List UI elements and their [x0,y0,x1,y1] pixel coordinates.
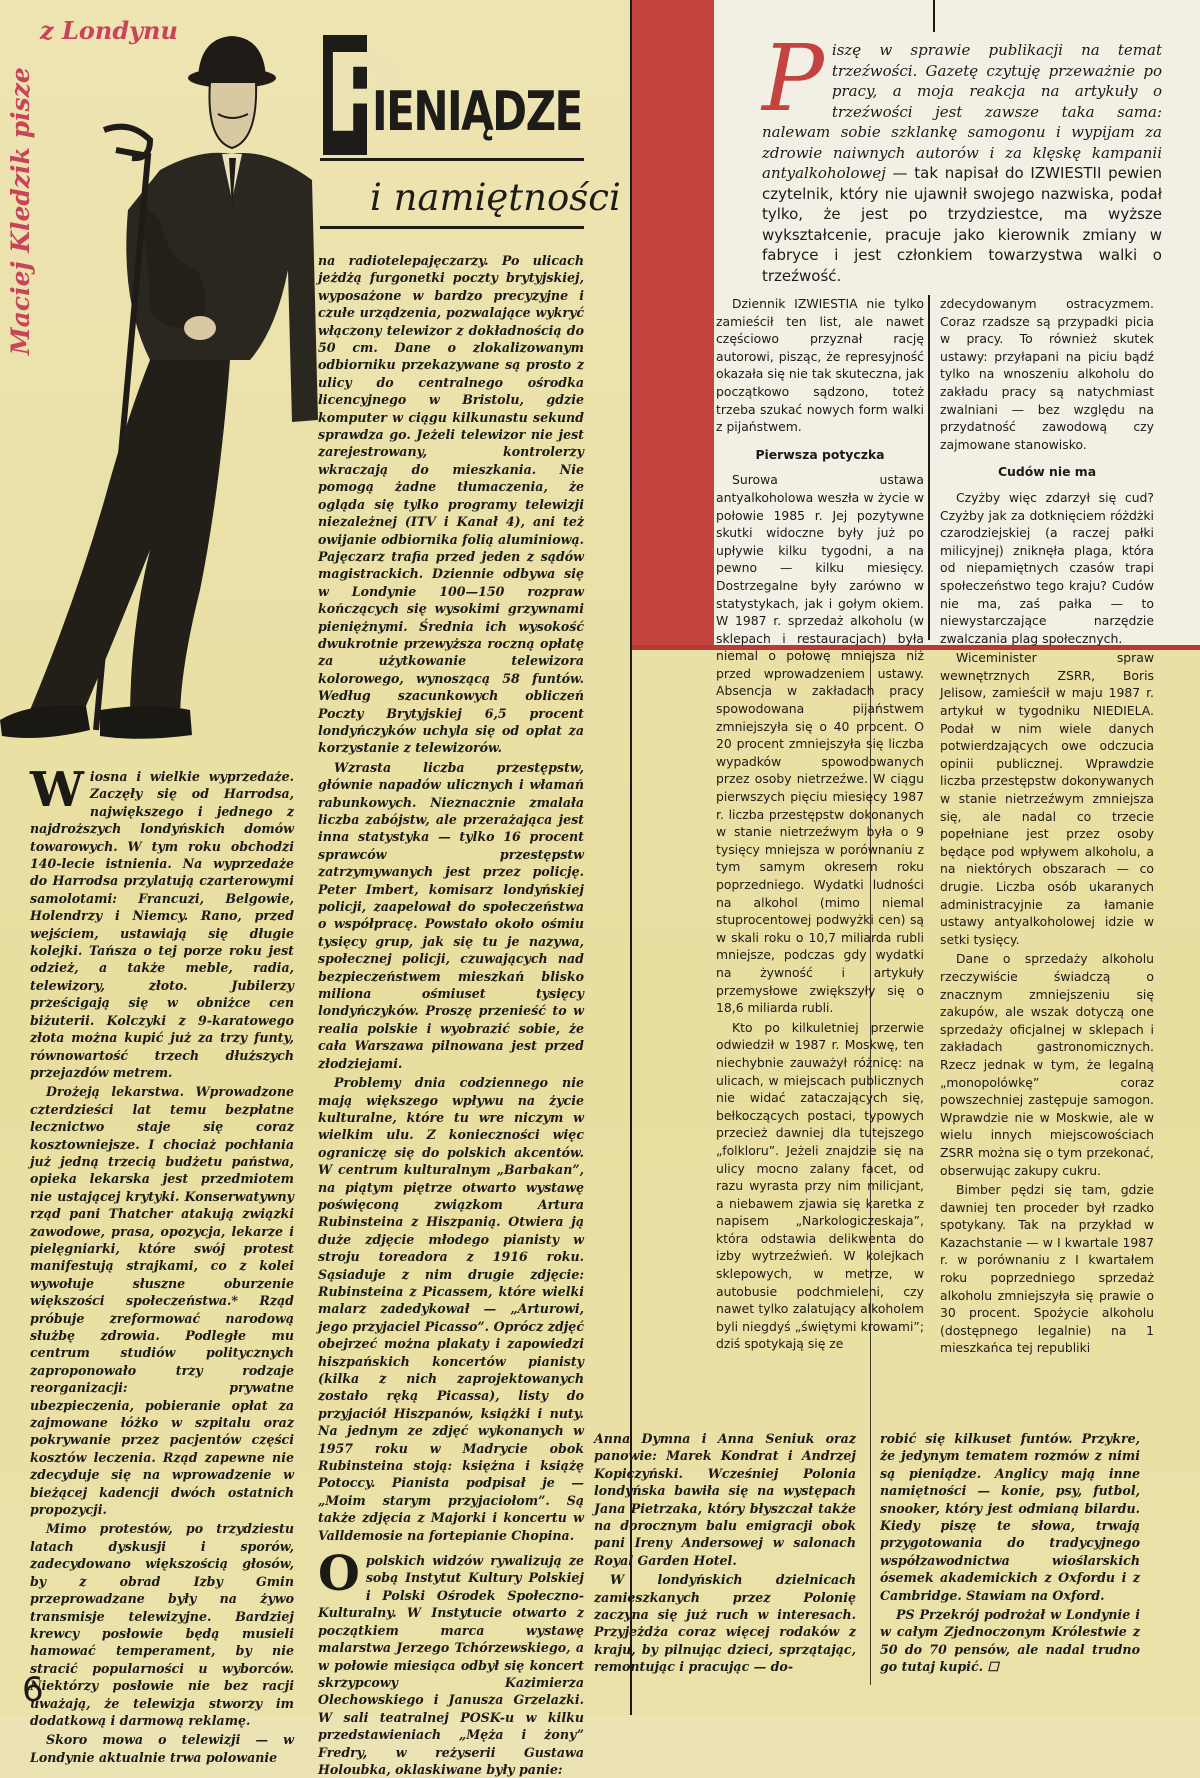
paragraph: Drożeją lekarstwa. Wprowadzone czterdzieści lat temu bezpłatne lecznictwo staje się coraz kosztowniejsze. I chociaż pochłania już jedną trzecią budżetu państwa, opieka lekarska jest przedmiotem nie ustającej krytyki. Konserwatywny rząd pani Thatcher atakują związki zawodowe, prasa, opozycja, lekarze i pielęgniarki, które swój protest manifestują strajkami, co z kolei wywołuje słuszne oburzenie większości społeczeństwa.* Rząd próbuje zreformować narodową służbę zdrowia. Podległe mu centrum studiów politycznych zaproponowało trzy rodzaje reorganizacji: prywatne ubezpieczenia, pobieranie opłat za zajmowane łóżko w szpitalu oraz pokrywanie przez pacjentów części kosztów leczenia. Rząd zapewne nie zdecyduje się na wprowadzenie w bieżącej kadencji dwóch ostatnich propozycji. [30,1084,294,1518]
paragraph: Bimber pędzi się tam, gdzie dawniej ten proceder był rzadko spotykany. Tak na przykład w Kazachstanie — w I kwartale 1987 r. w porównaniu z I kwartałem roku poprzedniego sprzedaż alkoholu zmniejszyła się prawie o 30 procent. Spożycie alkoholu (dostępnego legalnie) na 1 mieszkańca tej republiki [940,1182,1154,1356]
title-underline [320,158,584,161]
title-initial: P [323,32,403,157]
column-a [30,762,294,1766]
paragraph: na radiotelepajęczarzy. Po ulicach jeżdżą furgonetki poczty brytyjskiej, wyposażone w bardzo precyzyjne i czułe urządzenia, pozwalające wykryć włączony telewizor z dokładnością do 50 cm. Dane o zlokalizowanym odbiorniku przekazywane są prosto z ulicy do centralnego ośrodka licencyjnego w Bristolu, gdzie komputer w ciągu kilkunastu sekund sprawdza go. Jeżeli telewizor nie jest zarejestrowany, kontrolerzy wkraczają do mieszkania. Nie pomogą żadne tłumaczenia, że ogląda się tylko programy telewizji niezależnej (ITV i Kanał 4), ani też owijanie odbiornika folią aluminiową. Pajęczarz trafia przed jeden z sądów magistrackich. Dziennie odbywa się w Londynie 100—150 rozpraw kończących się wysokimi grzywnami pieniężnymi. Średnia ich wysokość dwukrotnie przewyższa roczną opłatę za użytkowanie telewizora kolorowego, wynoszącą 58 funtów. Według szacunkowych obliczeń Poczty Brytyjskiej 6,5 procent londyńczyków uchyla się od opłat za korzystanie z telewizorów. [318,253,584,756]
paragraph: polskich widzów rywalizują ze sobą Instytut Kultury Polskiej i Polski Ośrodek Społeczno-Kulturalny. W Instytucie otwarto z początkiem marca wystawę malarstwa Jerzego Tchórzewskiego, a w połowie miesiąca odbył się koncert skrzypcowy Kazimierza Olechowskiego i Janusza Grzelazki. W sali teatralnej POSK-u w kilku przedstawieniach „Męża i żony” Fredry, w reżyserii Gustawa Holoubka, oklaskiwane były panie: [318,1553,584,1777]
paragraph: Anna Dymna i Anna Seniuk oraz panowie: Marek Kondrat i Andrzej Kopiczyński. Wcześniej Polonia londyńska bawiła się na występach Jana Pietrzaka, który błyszczał także na dorocznym balu emigracji obok pani Ireny Andersowej w salonach Royal Garden Hotel. [594,1431,856,1568]
paragraph: iosna i wielkie wyprzedaże. Zaczęły się od Harrodsa, największego i jednego z najdroższych londyńskich domów towarowych. W tym roku obchodzi 140-lecie istnienia. Na wyprzedaże do Harrodsa przylatują czarterowymi samolotami: Francuzi, Belgowie, Holendrzy i Niemcy. Rano, przed wejściem, ustawiają się długie kolejki. Tańsza o tej porze roku jest odzież, a także meble, radia, telewizory, złoto. Jubilerzy prześcigają się w obniżce cen biżuterii. Kolczyki z 9-karatowego złota można kupić już za trzy funty, równowartość trzech dłuższych przejazdów metrem. [30,769,294,1080]
drop-cap: W [30,762,84,818]
paragraph: Czyżby więc zdarzył się cud? Czyżby jak za dotknięciem różdżki czarodziejskiej (a raczej pałki milicyjnej) zniknęła plaga, która od niepamiętnych czasów trapi społeczeństwo tego kraju? Cudów nie ma, zaś pałka — to niewystarczające narzędzie zwalczania plag społecznych. [940,489,1154,646]
end-mark: ☐ [987,1659,999,1675]
article-title: IENIĄDZE [372,80,582,143]
drop-cap: P [762,25,824,132]
subheading: Cudów nie ma [997,464,1097,480]
paragraph: W londyńskich dzielnicach zamieszkanych przez Polonię zaczyna się już ruch w interesach. Przyjeżdża coraz więcej rodaków z kraju, by pilnując dzieci, sprzątając, remontując i pracując — do- [594,1572,856,1675]
red-side-band [632,0,714,645]
column-b [318,252,584,1778]
paragraph: Wzrasta liczba przestępstw, głównie napadów ulicznych i włamań rabunkowych. Nieznacznie zmalała liczba zabójstw, ale przerażająca jest inna statystyka — tylko 16 procent sprawców przestępstw zatrzymywanych jest przez policję. Peter Imbert, komisarz londyńskiej policji, zaapelował do społeczeństwa o współpracę. Powstało około ośmiu tysięcy grup, jak się tu je nazywa, społecznej policji, czuwających nad bezpieczeństwem mieszkań blisko miliona ośmiuset tysięcy londyńczyków. Proszę przenieść to w realia polskie i wyobrazić sobie, że cała Warszawa pilnowana jest przed złodziejami. [318,759,584,1071]
subtitle-underline [320,226,584,229]
paragraph: Skoro mowa o telewizji — w Londynie aktualnie trwa polowanie [30,1732,294,1765]
lead-plain: — tak napisał do IZWIESTII pewien czytelnik, który nie ujawnił swojego nazwiska, podał tylko, że jest po trzydziestce, ma wyższe wykształcenie, pracuje jako kierownik zmiany w fabryce i jest członkiem towarzystwa walki o trzeźwość. [762,164,1162,285]
top-tick-rule [933,0,935,32]
subheading: Pierwsza potyczka [755,446,885,462]
paragraph: Kto po kilkuletniej przerwie odwiedził w 1987 r. Moskwę, ten niechybnie zauważył różnicę: na ulicach, w miejscach publicznych nie widać zataczających się, bełkoczących postaci, typowych przecież dawniej dla tutejszego „folkloru”. Jeżeli znajdzie się na ulicy mocno zalany facet, od razu wyrasta przy nim milicjant, a niebawem zjawia się karetka z napisem „Narkologiczeskaja”, która odstawia delikwenta do izby wytrzeźwień. W kolejkach sklepowych, w metrze, w autobusie podchmieleni, czy nawet tylko zalatujący alkoholem byli niegdyś „świętymi krowami”; dziś spotykają się ze [716,1019,924,1352]
series-label: z Londynu [40,16,178,45]
paragraph: PS Przekrój podrożał w Londynie i w całym Zjednoczonym Królestwie z 50 do 70 pensów, ale nadal trudno go tutaj kupić. [880,1607,1140,1675]
paragraph: zdecydowanym ostracyzmem. Coraz rzadsze są przypadki picia w pracy. To również skutek ustawy: przyłapani na piciu bądź tylko na wnoszeniu alkoholu do zakładu pracy są natychmiast zwalniani — bez względu na przydatność zawodową czy zajmowane stanowisko. [940,296,1154,452]
column-d [880,1430,1140,1676]
paragraph: Surowa ustawa antyalkoholowa weszła w życie w połowie 1985 r. Jej pozytywne skutki widoczne były już po upływie kilku tygodni, a na pewno — kilku miesięcy. Dostrzegalne były zarówno w statystykach, jak i gołym okiem. W 1987 r. sprzedaż alkoholu (w sklepach i restauracjach) była niemal o połowę mniejsza niż przed wprowadzeniem ustawy. Absencja w zakładach pracy spowodowana pijaństwem zmniejszyła się o 40 procent. O 20 procent zmniejszyła się liczba wypadków spowodowanych przez osoby nietrzeźwe. W ciągu pierwszych pięciu miesięcy 1987 r. liczba przestępstw dokonanych w stanie nietrzeźwym była o 9 tysięcy mniejsza w porównaniu z tym samym okresem roku poprzedniego. Wydatki ludności na alkohol (mimo niemal stuprocentowej podwyżki cen) są w skali roku o 10,7 miliarda rubli mniejsze, podczas gdy wydatki na żywność i artykuły przemysłowe zwiększyły się o 18,6 miliarda rubli. [716,472,924,1016]
paragraph: Wiceminister spraw wewnętrznych ZSRR, Boris Jelisow, zamieścił w maju 1987 r. artykuł w tygodniku NIEDIELA. Podał w nim wiele danych potwierdzających owe odczucia opinii publicznej. Wprawdzie liczba przestępstw dokonywanych w stanie nietrzeźwym zmniejsza się, ale nadal co trzecie popełniane jest przez osoby będące pod wpływem alkoholu, a na niektórych obszarach — co drugie. Liczba osób ukaranych administracyjnie za łamanie ustawy antyalkoholowej idzie w setki tysięcy. [940,650,1154,947]
drop-cap: O [318,1546,360,1603]
author-byline: Maciej Kledzik pisze [6,67,35,355]
paragraph: Dziennik IZWIESTIA nie tylko zamieścił ten list, ale nawet częściowo przyznał rację autorowi, pisząc, że represyjność okazała się nie tak skuteczna, jak początkowo sądzono, toteż trzeba szukać nowych form walki z pijaństwem. [716,296,924,435]
paragraph: Dane o sprzedaży alkoholu rzeczywiście świadczą o znacznym zmniejszeniu się zakupów, ale wszak dotyczą one sprzedaży oficjalnej w sklepach i zakładach gastronomicznych. Rzecz jednak w tym, że legalną „monopolówkę” coraz powszechniej zastępuje samogon. Wprawdzie nie w Moskwie, ale w wielu innych miejscowościach ZSRR można się o tym przekonać, obserwując zakupy cukru. [940,951,1154,1178]
paragraph: Problemy dnia codziennego nie mają większego wpływu na życie kulturalne, które tu wre niczym w wielkim ulu. Z konieczności więc ograniczę się do polskich akcentów. W centrum kulturalnym „Barbakan”, na piątym piętrze otwarto wystawę poświęconą związkom Artura Rubinsteina z Hiszpanią. Otwiera ją duże zdjęcie młodego pianisty w stroju toreadora z 1916 roku. Sąsiaduje z nim drugie zdjęcie: Rubinsteina z Picassem, które wielki malarz zadedykował — „Arturowi, jego przyjaciel Picasso”. Oprócz zdjęć obejrzeć można plakaty i zapowiedzi hiszpańskich koncertów pianisty (kilka z nich zaprojektowanych zostało ręką Picassa), listy do przyjaciół Hiszpanów, książki i nuty. Na jednym ze zdjęć wykonanych w 1957 roku w Madrycie obok Rubinsteina stoją: księżna i książę Potoccy. Pianista podpisał je — „Moim starym przyjaciołom”. Są także zdjęcia z Majorki i koncertu w Valldemosie na fortepianie Chopina. [318,1075,584,1543]
lead-italic: iszę w sprawie publikacji na temat trzeźwości. Gazetę czytuję przeważnie po pracy, a moja reakcja na artykuły o trzeźwości jest zawsze taka sama: nalewam sobie szklankę samogonu i wypijam za zdrowie naiwnych autorów i za klęskę kampanii antyalkoholowej [762,41,1162,182]
column-f [940,295,1154,1357]
column-c [594,662,856,1676]
boxed-article-lead [762,25,1162,286]
article-subtitle: i namiętności [370,176,621,219]
paragraph: robić się kilkuset funtów. Przykre, że jedynym tematem rozmów z nimi są pieniądze. Anglicy mają inne namiętności — konie, psy, futbol, snooker, który jest odmianą bilardu. Kiedy piszę te słowa, trwają przygotowania do tradycyjnego współzawodnictwa wioślarskich ósemek akademickich z Oxfordu i z Cambridge. Stawiam na Oxford. [880,1431,1140,1603]
paragraph: Mimo protestów, po trzydziestu latach dyskusji i sporów, zadecydowano większością głosów, by z obrad Izby Gmin przeprowadzane były na żywo transmisje telewizyjne. Bardziej krewcy posłowie będą musieli hamować temperament, by nie stracić popularności u wyborców. Niektórzy posłowie nie bez racji uważają, że telewizja stworzy im dodatkową i darmową reklamę. [30,1521,294,1728]
column-divider-panel [928,295,930,640]
page-number: 6 [22,1670,44,1710]
man-in-bowler-hat-illustration [0,30,330,760]
